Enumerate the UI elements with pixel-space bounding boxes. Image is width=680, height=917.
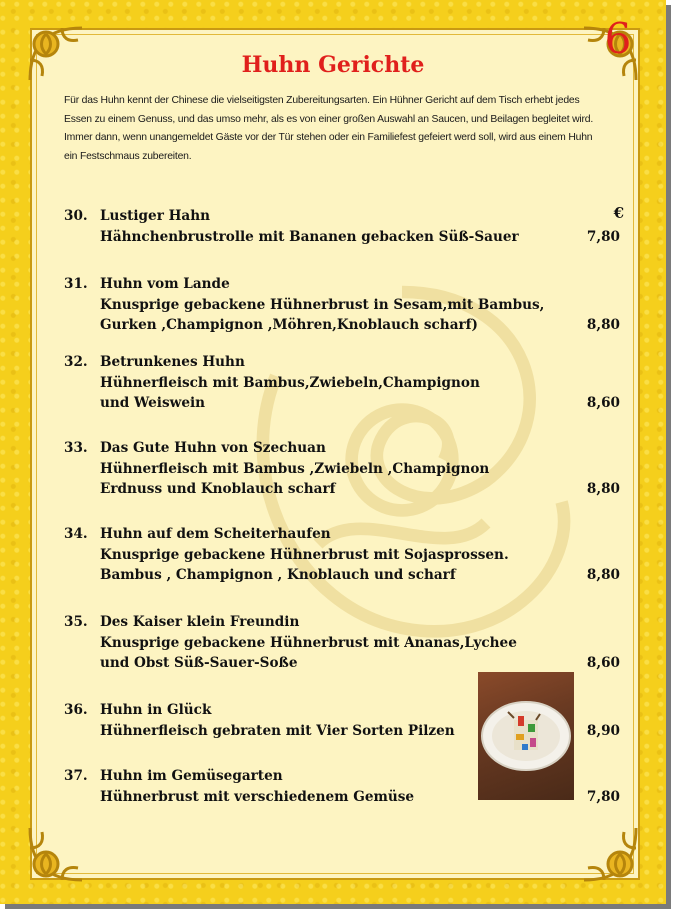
menu-item-price: 8,80 [586, 317, 620, 333]
menu-item-name: Huhn auf dem Scheiterhaufen [100, 526, 331, 542]
menu-item-description-row [64, 295, 624, 316]
currency-symbol: € [613, 204, 624, 222]
ornament-corner-icon [22, 818, 92, 888]
menu-item [64, 438, 624, 500]
menu-item-price: 7,80 [586, 228, 620, 245]
menu-item-price: 8,60 [586, 655, 620, 671]
intro-text: Für das Huhn kennt der Chinese die vielseitigsten Zubereitungsarten. Ein Hühner Gericht auf dem Tisch erhebt jedes Essen zu einem Genuss, und das umso mehr, als es von einer großen Auswahl an Saucen, und Beilagen begleitet wird. Immer dann, wenn unangemeldet Gäste vor der Tür stehen oder ein Familiefest gefeiert werd soll, wird aus einem Huhn ein Festschmaus zubereiten. [64, 95, 594, 162]
menu-item-number: 33. [64, 440, 88, 456]
menu-item-header [64, 206, 624, 227]
menu-item [64, 352, 624, 414]
menu-item-description-row [64, 227, 624, 248]
menu-item-description-row [64, 653, 624, 674]
menu-item-price: 7,80 [586, 788, 620, 805]
menu-item-price: 8,60 [586, 395, 620, 411]
menu-item-number: 35. [64, 614, 88, 630]
menu-item-price: 8,90 [586, 722, 620, 739]
page-number: 6 [604, 14, 632, 63]
menu-item-header [64, 612, 624, 633]
menu-item-description: Knusprige gebackene Hühnerbrust mit Ananas,Lychee [100, 634, 517, 651]
menu-item-header [64, 352, 624, 373]
menu-item-description: Hühnerbrust mit verschiedenem Gemüse [100, 788, 415, 805]
menu-item [64, 274, 624, 336]
menu-item-number: 34. [64, 526, 88, 542]
menu-item-description: und Weiswein [100, 395, 206, 411]
menu-item [64, 612, 624, 674]
menu-item-description-row [64, 633, 624, 654]
page-title: Huhn Gerichte [241, 52, 425, 78]
menu-item-header [64, 438, 624, 459]
menu-item-description: Hähnchenbrustrolle mit Bananen gebacken Süß-Sauer [100, 228, 519, 245]
menu-item-description: und Obst Süß-Sauer-Soße [100, 655, 298, 671]
menu-item [64, 206, 624, 247]
menu-item-name: Huhn in Glück [100, 702, 212, 718]
menu-item-name: Huhn vom Lande [100, 276, 230, 292]
menu-item-number: 30. [64, 208, 88, 224]
menu-item-name: Betrunkenes Huhn [100, 354, 245, 370]
menu-item-description: Gurken ,Champignon ,Möhren,Knoblauch scharf) [100, 317, 478, 333]
menu-item-description: Knusprige gebackene Hühnerbrust mit Sojasprossen. [100, 546, 509, 563]
menu-item-description-row [64, 565, 624, 586]
menu-item-name: Des Kaiser klein Freundin [100, 614, 300, 630]
menu-item-header [64, 274, 624, 295]
menu-item-header [64, 524, 624, 545]
menu-item-description: Knusprige gebackene Hühnerbrust in Sesam,mit Bambus, [100, 296, 545, 313]
menu-item-description-row [64, 373, 624, 394]
menu-item-description-row [64, 479, 624, 500]
menu-item-number: 31. [64, 276, 88, 292]
menu-item-name: Huhn im Gemüsegarten [100, 768, 283, 784]
menu-item-description: Erdnuss und Knoblauch scharf [100, 481, 336, 497]
menu-item-description: Bambus , Champignon , Knoblauch und scharf [100, 567, 456, 583]
dish-photo [478, 672, 574, 800]
menu-item-price: 8,80 [586, 481, 620, 497]
menu-item [64, 524, 624, 586]
menu-item-description: Hühnerfleisch mit Bambus,Zwiebeln,Champignon [100, 374, 480, 391]
menu-item-name: Das Gute Huhn von Szechuan [100, 440, 326, 456]
menu-item-number: 37. [64, 768, 88, 784]
menu-item-description-row [64, 315, 624, 336]
menu-item-description-row [64, 545, 624, 566]
menu-item-description: Hühnerfleisch mit Bambus ,Zwiebeln ,Champignon [100, 460, 490, 477]
menu-item-description: Hühnerfleisch gebraten mit Vier Sorten Pilzen [100, 722, 455, 739]
menu-item-number: 32. [64, 354, 88, 370]
dish-photo-icon [478, 672, 574, 800]
menu-item-description-row [64, 459, 624, 480]
menu-item-price: 8,80 [586, 567, 620, 583]
menu-item-description-row [64, 393, 624, 414]
menu-item-number: 36. [64, 702, 88, 718]
ornament-corner-icon [574, 818, 644, 888]
menu-item-name: Lustiger Hahn [100, 208, 211, 224]
